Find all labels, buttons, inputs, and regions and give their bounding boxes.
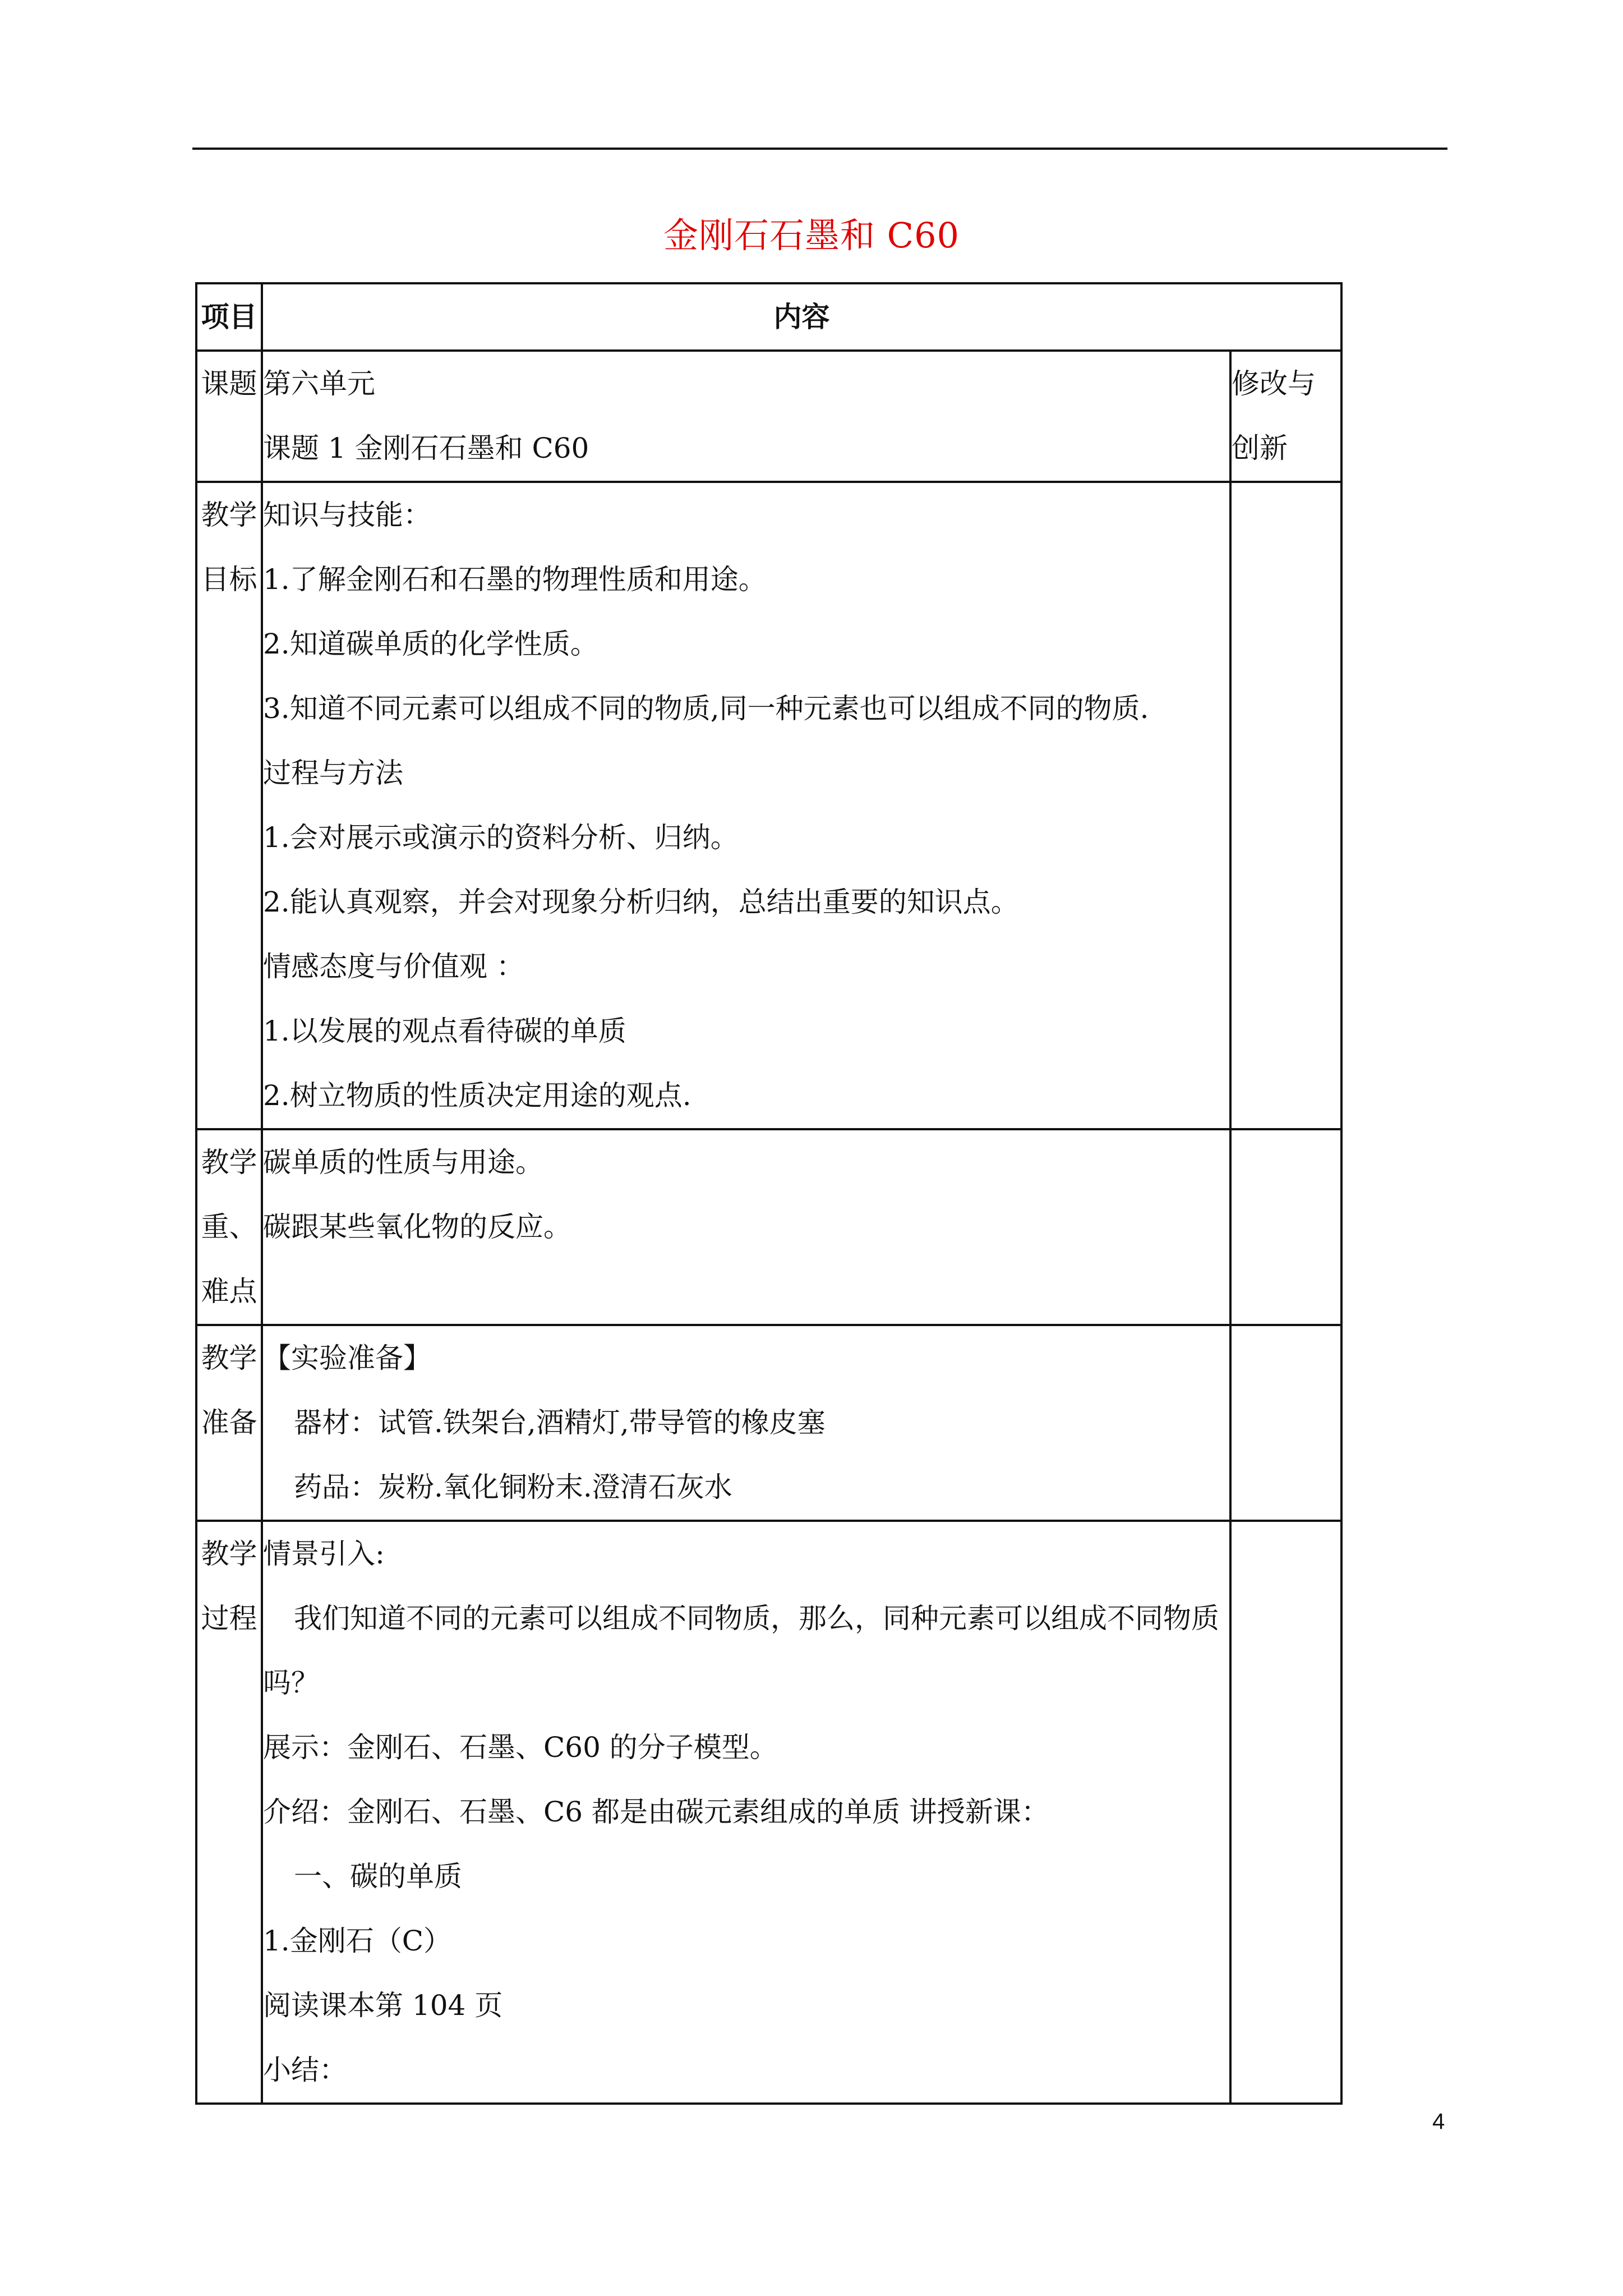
- header-content: 内容: [262, 283, 1341, 351]
- key-points-label-line: 重、: [201, 1211, 257, 1243]
- revise-label-line-2: 创新: [1232, 432, 1288, 464]
- preparation-row: [196, 1325, 1341, 1521]
- goals-content-cell: [262, 482, 1230, 1129]
- goals-line: 1.会对展示或演示的资料分析、归纳。: [263, 821, 739, 854]
- goals-line: 1.了解金刚石和石墨的物理性质和用途。: [263, 563, 767, 596]
- preparation-line: 药品：炭粉.氧化铜粉末.澄清石灰水: [294, 1471, 732, 1503]
- page-number: 4: [1432, 2109, 1445, 2134]
- process-row: [196, 1521, 1341, 2104]
- header-item: 项目: [196, 283, 262, 351]
- goals-label-line-1: 教学: [201, 499, 257, 531]
- goals-line: 2.树立物质的性质决定用途的观点.: [263, 1079, 691, 1112]
- topic-row: [196, 351, 1341, 482]
- process-revise-cell: [1230, 1521, 1341, 2104]
- goals-line: 知识与技能：: [263, 499, 431, 531]
- document-title: 金刚石石墨和 C60: [663, 215, 960, 256]
- header-rule: [192, 148, 1447, 150]
- key-points-line: 碳跟某些氧化物的反应。: [263, 1211, 571, 1243]
- process-line: 我们知道不同的元素可以组成不同物质，那么，同种元素可以组成不同物质吗？: [263, 1602, 1219, 1699]
- revise-label-cell: [1230, 351, 1341, 482]
- goals-line: 2.能认真观察，并会对现象分析归纳，总结出重要的知识点。: [263, 886, 1019, 918]
- goals-line: 3.知道不同元素可以组成不同的物质,同一种元素也可以组成不同的物质.: [263, 692, 1149, 725]
- preparation-label-line: 教学: [201, 1342, 257, 1374]
- preparation-revise-cell: [1230, 1325, 1341, 1521]
- process-line: 介绍：金刚石、石墨、C6 都是由碳元素组成的单质 讲授新课：: [263, 1796, 1049, 1828]
- process-line: 一、碳的单质: [294, 1860, 462, 1893]
- process-line: 小结：: [263, 2054, 347, 2086]
- key-points-label-line: 教学: [201, 1146, 257, 1179]
- process-line: 展示：金刚石、石墨、C60 的分子模型。: [263, 1731, 778, 1764]
- key-points-row: [196, 1129, 1341, 1325]
- preparation-line: 【实验准备】: [263, 1342, 431, 1374]
- process-label-cell: [196, 1521, 262, 2104]
- process-content-cell: [262, 1521, 1230, 2104]
- goals-line: 2.知道碳单质的化学性质。: [263, 628, 598, 660]
- process-line: 1.金刚石（C）: [263, 1925, 451, 1957]
- topic-label-cell: [196, 351, 262, 482]
- goals-revise-cell: [1230, 482, 1341, 1129]
- topic-lesson: 课题 1 金刚石石墨和 C60: [263, 432, 589, 464]
- topic-label: 课题: [201, 367, 257, 400]
- goals-line: 情感态度与价值观 ：: [263, 950, 524, 983]
- topic-unit: 第六单元: [263, 367, 375, 400]
- key-points-label-cell: [196, 1129, 262, 1325]
- preparation-line: 器材：试管.铁架台,酒精灯,带导管的橡皮塞: [294, 1406, 826, 1439]
- goals-line: 过程与方法: [263, 757, 403, 789]
- goals-line: 1.以发展的观点看待碳的单质: [263, 1015, 626, 1047]
- preparation-label-cell: [196, 1325, 262, 1521]
- goals-label-cell: [196, 482, 262, 1129]
- preparation-label-line: 准备: [201, 1406, 257, 1439]
- table-header-row: [196, 283, 1341, 351]
- goals-row: [196, 482, 1341, 1129]
- key-points-line: 碳单质的性质与用途。: [263, 1146, 543, 1179]
- preparation-content-cell: [262, 1325, 1230, 1521]
- key-points-label-line: 难点: [201, 1275, 257, 1308]
- process-label-line: 教学: [201, 1538, 257, 1570]
- lesson-plan-table: [195, 282, 1343, 2105]
- goals-label-line-2: 目标: [201, 563, 257, 596]
- process-line: 情景引入:: [263, 1538, 385, 1570]
- revise-label-line-1: 修改与: [1232, 367, 1316, 400]
- process-label-line: 过程: [201, 1602, 257, 1635]
- key-points-content-cell: [262, 1129, 1230, 1325]
- process-line: 阅读课本第 104 页: [263, 1989, 503, 2022]
- topic-content-cell: [262, 351, 1230, 482]
- key-points-revise-cell: [1230, 1129, 1341, 1325]
